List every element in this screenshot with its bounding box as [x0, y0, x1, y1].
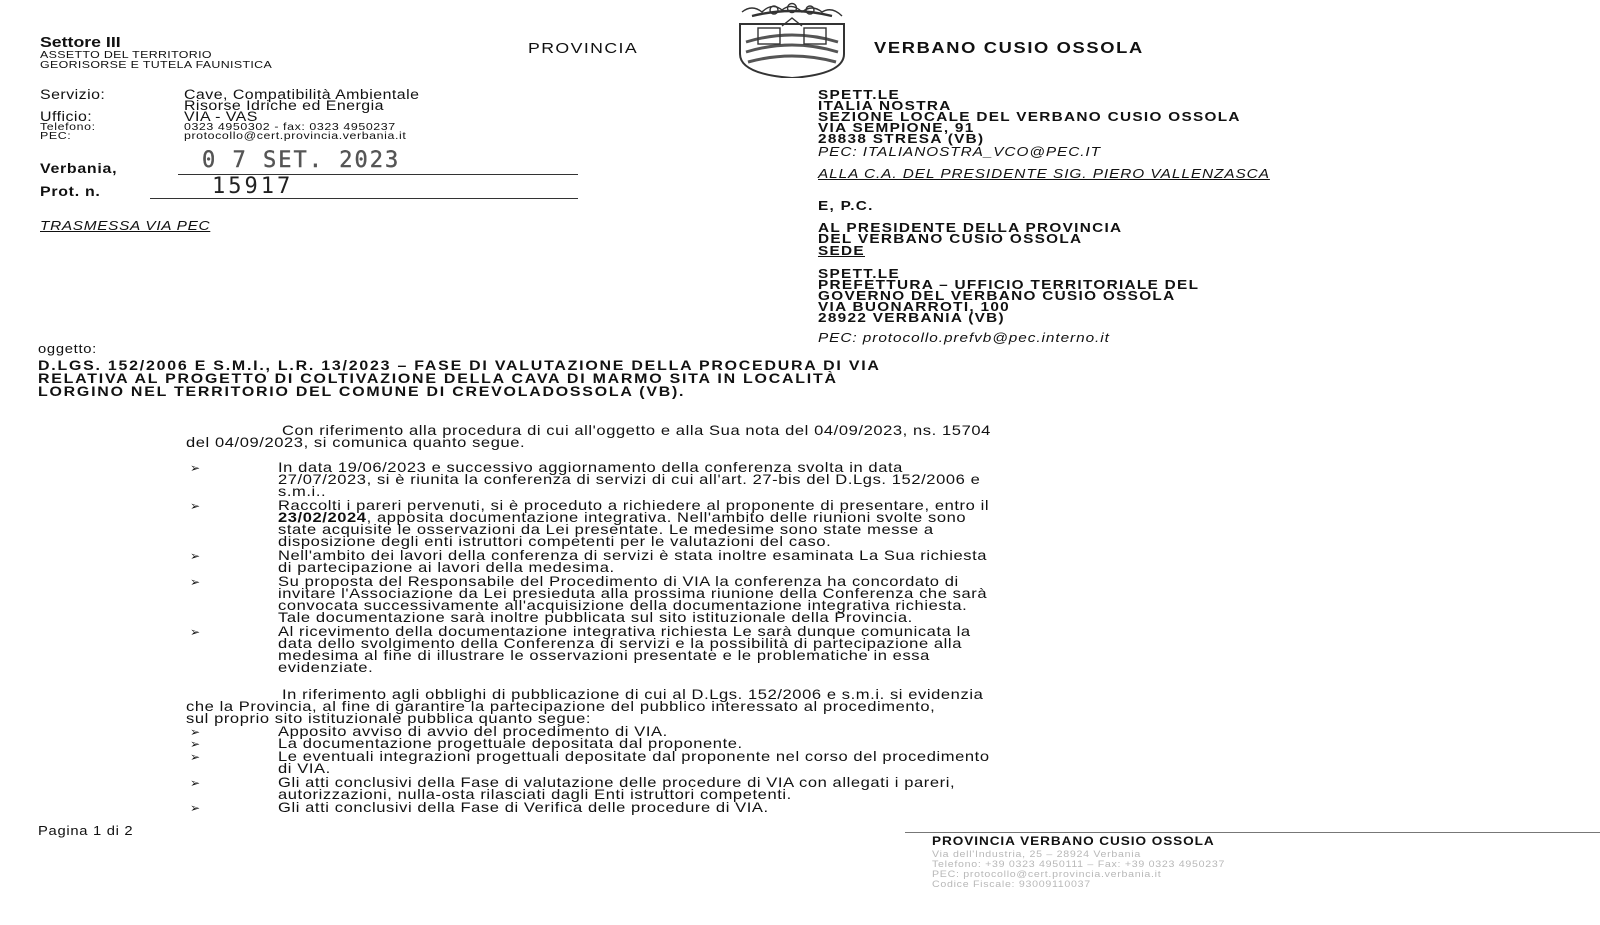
prot-label: Prot. n.	[40, 184, 101, 199]
subject-line: RELATIVA AL PROGETTO DI COLTIVAZIONE DELLA CAVA DI MARMO SITA IN LOCALITÀ	[38, 371, 838, 386]
pub-bullet-line: Gli atti conclusivi della Fase di Verifica delle procedure di VIA.	[278, 799, 769, 815]
recipient-1-line: VIA SEMPIONE, 91	[818, 120, 975, 135]
subject-line: LORGINO NEL TERRITORIO DEL COMUNE DI CREVOLADOSSOLA (VB).	[38, 384, 686, 399]
bullet-arrow-icon: ➢	[190, 461, 201, 475]
bullet-arrow-icon: ➢	[190, 575, 201, 589]
bullet-3-line: Nell'ambito dei lavori della conferenza di servizi è stata inoltre esaminata La Sua richiesta	[278, 547, 988, 563]
settore-title: Settore III	[40, 34, 121, 51]
bullet-4-line: convocata successivamente all'acquisizione della documentazione integrativa richiesta.	[278, 597, 968, 613]
bullet-5-line: evidenziate.	[278, 659, 374, 675]
bullet-5-line: data dello svolgimento della Conferenza di servizi e la possibilità di partecipazione alla	[278, 635, 962, 651]
recipient-1-line: 28838 STRESA (VB)	[818, 131, 985, 146]
recipient-1-line: SPETT.LE	[818, 87, 900, 102]
ep-label: E, P.C.	[818, 198, 874, 213]
footer-title: PROVINCIA VERBANO CUSIO OSSOLA	[932, 836, 1215, 848]
pec-label: PEC:	[40, 130, 72, 142]
servizio-value: Cave, Compatibilità Ambientale	[183, 87, 420, 102]
bullet-2-line-2: 23/02/2024, apposita documentazione integrativa. Nell'ambito delle riunioni svolte sono	[278, 509, 967, 525]
recipient-2-line: DEL VERBANO CUSIO OSSOLA	[818, 231, 1083, 246]
ufficio-value: VIA - VAS	[183, 109, 258, 124]
bullet-2-line: Raccolti i pareri pervenuti, si è proceduto a richiedere al proponente di presentare, entro il	[278, 497, 990, 513]
provincia-label: PROVINCIA	[528, 40, 639, 57]
footer-cf: Codice Fiscale: 93009110037	[932, 879, 1091, 889]
pub-bullet-line: Gli atti conclusivi della Fase di valutazione delle procedure di VIA con allegati i pareri,	[278, 774, 956, 790]
bullet-arrow-icon: ➢	[190, 625, 201, 639]
footer-divider	[905, 832, 1600, 833]
pec-row	[40, 131, 406, 141]
pub-bullet-line: autorizzazioni, nulla-osta rilasciati dagli Enti istruttori competenti.	[278, 786, 792, 802]
bullet-3-line: di partecipazione ai lavori della medesima.	[278, 559, 615, 575]
recipient-3-line: 28922 VERBANIA (VB)	[818, 310, 1005, 325]
bullet-4-line: invitare l'Associazione da Lei presieduta alla prossima riunione della Conferenza che sarà	[278, 585, 988, 601]
recipient-3-line: VIA BUONARROTI, 100	[818, 299, 1011, 314]
deadline-date: 23/02/2024	[278, 509, 367, 525]
pub-bullet-line: di VIA.	[278, 760, 331, 776]
bullet-4-line: Su proposta del Responsabile del Procedimento di VIA la conferenza ha concordato di	[278, 573, 959, 589]
subject-line: D.LGS. 152/2006 E S.M.I., L.R. 13/2023 – FASE DI VALUTAZIONE DELLA PROCEDURA DI VIA	[38, 358, 881, 373]
bullet-arrow-icon: ➢	[190, 499, 201, 513]
province-crest-logo	[712, 2, 872, 78]
bullet-5-line: medesima al fine di illustrare le osservazioni presentate e le problematiche in essa	[278, 647, 930, 663]
bullet-arrow-icon: ➢	[190, 776, 201, 790]
bullet-1-line: 27/07/2023, si è riunita la conferenza di servizi di cui all'art. 27-bis del D.Lgs. 152/2006 e	[278, 471, 981, 487]
footer-address: Via dell'Industria, 25 – 28924 Verbania	[932, 849, 1141, 859]
oggetto-label: oggetto:	[38, 342, 97, 356]
footer-pec: PEC: protocollo@cert.provincia.verbania.it	[932, 869, 1162, 879]
bullet-arrow-icon: ➢	[190, 725, 201, 739]
bullet-arrow-icon: ➢	[190, 750, 201, 764]
bullet-2-line: disposizione degli enti istruttori competenti per le valutazioni del caso.	[278, 533, 832, 549]
recipient-3-line: PREFETTURA – UFFICIO TERRITORIALE DEL	[818, 277, 1200, 292]
date-stamp: 0 7 SET. 2023	[202, 148, 401, 173]
para2-line: che la Provincia, al fine di garantire la partecipazione del pubblico interessato al procedimento,	[186, 698, 936, 714]
recipient-2-sede: SEDE	[818, 243, 865, 258]
pub-bullet-line: Le eventuali integrazioni progettuali depositate dal proponente nel corso del procedimento	[278, 748, 990, 764]
servizio-value-2: Risorse Idriche ed Energia	[183, 98, 384, 113]
trasmessa-via-pec: TRASMESSA VIA PEC	[40, 218, 211, 233]
pub-bullet-line: Apposito avviso di avvio del procedimento di VIA.	[278, 723, 668, 739]
settore-subheading-1: ASSETTO DEL TERRITORIO	[40, 49, 212, 61]
recipient-1-pec: PEC: ITALIANOSTRA_VCO@PEC.IT	[818, 144, 1101, 159]
recipient-3-line: SPETT.LE	[818, 266, 900, 281]
servizio-label: Servizio:	[40, 87, 106, 102]
bullet-5-line: Al ricevimento della documentazione integrativa richiesta Le sarà dunque comunicata la	[278, 623, 971, 639]
ufficio-label: Ufficio:	[40, 109, 93, 124]
recipient-1-line: ITALIA NOSTRA	[818, 98, 952, 113]
intro-line: del 04/09/2023, si comunica quanto segue.	[186, 434, 526, 450]
recipient-1-line: SEZIONE LOCALE DEL VERBANO CUSIO OSSOLA	[818, 109, 1241, 124]
page-number: Pagina 1 di 2	[38, 824, 134, 838]
verbania-label: Verbania,	[40, 161, 118, 176]
bullet-4-line: Tale documentazione sarà inoltre pubblicata sul sito istituzionale della Provincia.	[278, 609, 913, 625]
telefono-value: 0323 4950302 - fax: 0323 4950237	[183, 121, 396, 133]
recipient-3-line: GOVERNO DEL VERBANO CUSIO OSSOLA	[818, 288, 1176, 303]
telefono-label: Telefono:	[40, 121, 96, 133]
para2-line: sul proprio sito istituzionale pubblica quanto segue:	[186, 710, 592, 726]
pec-value: protocollo@cert.provincia.verbania.it	[183, 130, 407, 142]
bullet-arrow-icon: ➢	[190, 549, 201, 563]
recipient-1-attention: ALLA C.A. DEL PRESIDENTE SIG. PIERO VALLENZASCA	[818, 166, 1270, 181]
prot-number: 15917	[212, 174, 294, 199]
bullet-arrow-icon: ➢	[190, 801, 201, 815]
recipient-3-pec: PEC: protocollo.prefvb@pec.interno.it	[818, 330, 1110, 345]
bullet-arrow-icon: ➢	[190, 737, 201, 751]
settore-subheading-2: GEORISORSE E TUTELA FAUNISTICA	[40, 59, 273, 71]
bullet-1-line: In data 19/06/2023 e successivo aggiornamento della conferenza svolta in data	[278, 459, 903, 475]
pub-bullet-line: La documentazione progettuale depositata dal proponente.	[278, 735, 743, 751]
para2-line: In riferimento agli obblighi di pubblicazione di cui al D.Lgs. 152/2006 e s.m.i. si evidenzia	[282, 686, 984, 702]
provincia-name: VERBANO CUSIO OSSOLA	[874, 40, 1144, 57]
bullet-2-line-2-text: apposita documentazione integrativa. Nell'ambito delle riunioni svolte sono	[376, 509, 967, 525]
bullet-1-line: s.m.i..	[278, 483, 327, 499]
recipient-2-line: AL PRESIDENTE DELLA PROVINCIA	[818, 220, 1123, 235]
bullet-2-line: state acquisite le osservazioni da Lei presentate. Le medesime sono state messe a	[278, 521, 934, 537]
intro-line: Con riferimento alla procedura di cui all'oggetto e alla Sua nota del 04/09/2023, ns. 15704	[282, 422, 991, 438]
footer-phone: Telefono: +39 0323 4950111 – Fax: +39 0323 4950237	[932, 859, 1226, 869]
